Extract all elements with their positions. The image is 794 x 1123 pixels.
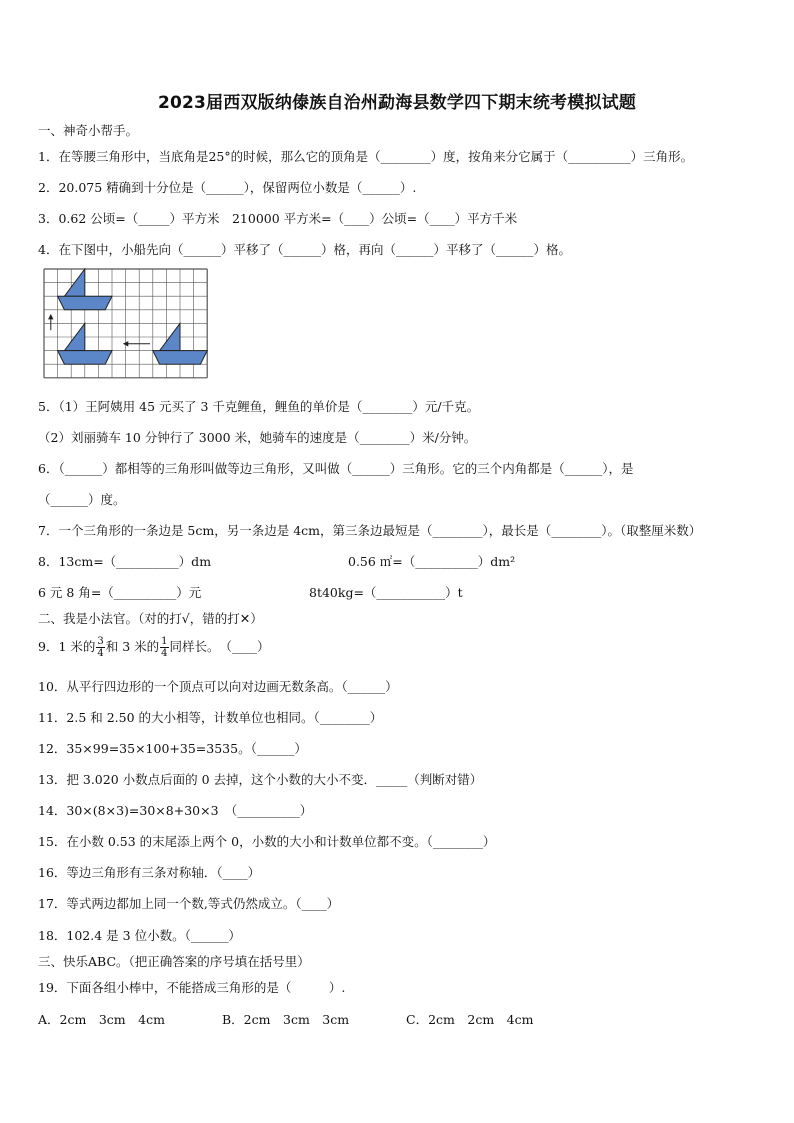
question-4: 4．在下图中，小船先向（______）平移了（______）格，再向（______）平移了（______）格。	[38, 242, 571, 257]
question-6-line-1: 6．（______）都相等的三角形叫做等边三角形，又叫做（______）三角形。它的三个内角都是（______），是	[38, 461, 634, 476]
question-9-suffix: 同样长。 （____）	[169, 639, 270, 654]
question-6-line-2: （______）度。	[38, 492, 126, 507]
question-13: 13．把 3.020 小数点后面的 0 去掉，这个小数的大小不变．_____（判断对错）	[38, 772, 483, 787]
question-8-a: 8．13cm=（__________）dm	[38, 554, 212, 569]
fraction-one-quarter	[160, 636, 168, 659]
question-15: 15．在小数 0.53 的末尾添上两个 0，小数的大小和计数单位都不变。（________）	[38, 834, 496, 849]
question-11: 11．2.5 和 2.50 的大小相等，计数单位也相同。（________）	[38, 710, 383, 725]
question-3: 3．0.62 公顷=（_____）平方米 210000 平方米=（____）公顷=（____）平方千米	[38, 211, 518, 226]
question-9-prefix: 9．1 米的	[38, 639, 96, 654]
question-7: 7．一个三角形的一条边是 5cm，另一条边是 4cm，第三条边最短是（________），最长是（________）。（取整厘米数）	[38, 523, 702, 538]
question-9	[38, 636, 270, 659]
section-heading-1: 一、神奇小帮手。	[38, 123, 139, 138]
question-5-part-1: 5．（1）王阿姨用 45 元买了 3 千克鲤鱼，鲤鱼的单价是（________）元/千克。	[38, 399, 480, 414]
up-arrow-icon	[48, 314, 53, 319]
fraction-denominator: 4	[161, 648, 168, 659]
question-16: 16．等边三角形有三条对称轴．（____）	[38, 865, 261, 880]
question-19: 19．下面各组小棒中，不能搭成三角形的是（ ）.	[38, 980, 346, 995]
question-8-b: 0.56 ㎡=（__________）dm²	[348, 554, 516, 569]
boat-middle-hull	[58, 351, 112, 365]
fraction-numerator: 1	[161, 636, 168, 647]
question-1: 1．在等腰三角形中，当底角是25°的时候，那么它的顶角是（________）度，按角来分它属于（__________）三角形。	[38, 149, 694, 164]
question-9-middle: 和 3 米的	[105, 639, 160, 654]
fraction-numerator: 3	[97, 636, 104, 647]
question-2: 2．20.075 精确到十分位是（______），保留两位小数是（______）.	[38, 180, 417, 195]
section-heading-2: 二、我是小法官。（对的打√，错的打✕）	[38, 611, 263, 626]
question-19-option-b: B．2cm 3cm 3cm	[222, 1012, 350, 1027]
question-19-option-a: A．2cm 3cm 4cm	[38, 1012, 165, 1027]
question-19-option-c: C．2cm 2cm 4cm	[406, 1012, 534, 1027]
question-18: 18．102.4 是 3 位小数。（______）	[38, 928, 241, 943]
section-heading-3: 三、快乐ABC。（把正确答案的序号填在括号里）	[38, 954, 310, 969]
question-5-part-2: （2）刘丽骑车 10 分钟行了 3000 米，她骑车的速度是（________）米/分钟。	[38, 430, 477, 445]
question-12: 12．35×99=35×100+35=3535。（______）	[38, 741, 307, 756]
page-title: 2023届西双版纳傣族自治州勐海县数学四下期末统考模拟试题	[157, 93, 637, 113]
question-14: 14．30×(8×3)=30×8+30×3 （__________）	[38, 803, 313, 818]
boat-right-hull	[153, 351, 207, 365]
boat-translation-grid	[43, 268, 211, 381]
fraction-three-quarters	[96, 636, 104, 659]
boat-top-hull	[58, 296, 112, 310]
question-17: 17．等式两边都加上同一个数,等式仍然成立。（____）	[38, 896, 340, 911]
question-8-c: 6 元 8 角=（__________）元	[38, 585, 202, 600]
question-8-d: 8t40kg=（___________）t	[309, 585, 463, 600]
question-10: 10．从平行四边形的一个顶点可以向对边画无数条高。（______）	[38, 679, 398, 694]
fraction-denominator: 4	[97, 648, 104, 659]
